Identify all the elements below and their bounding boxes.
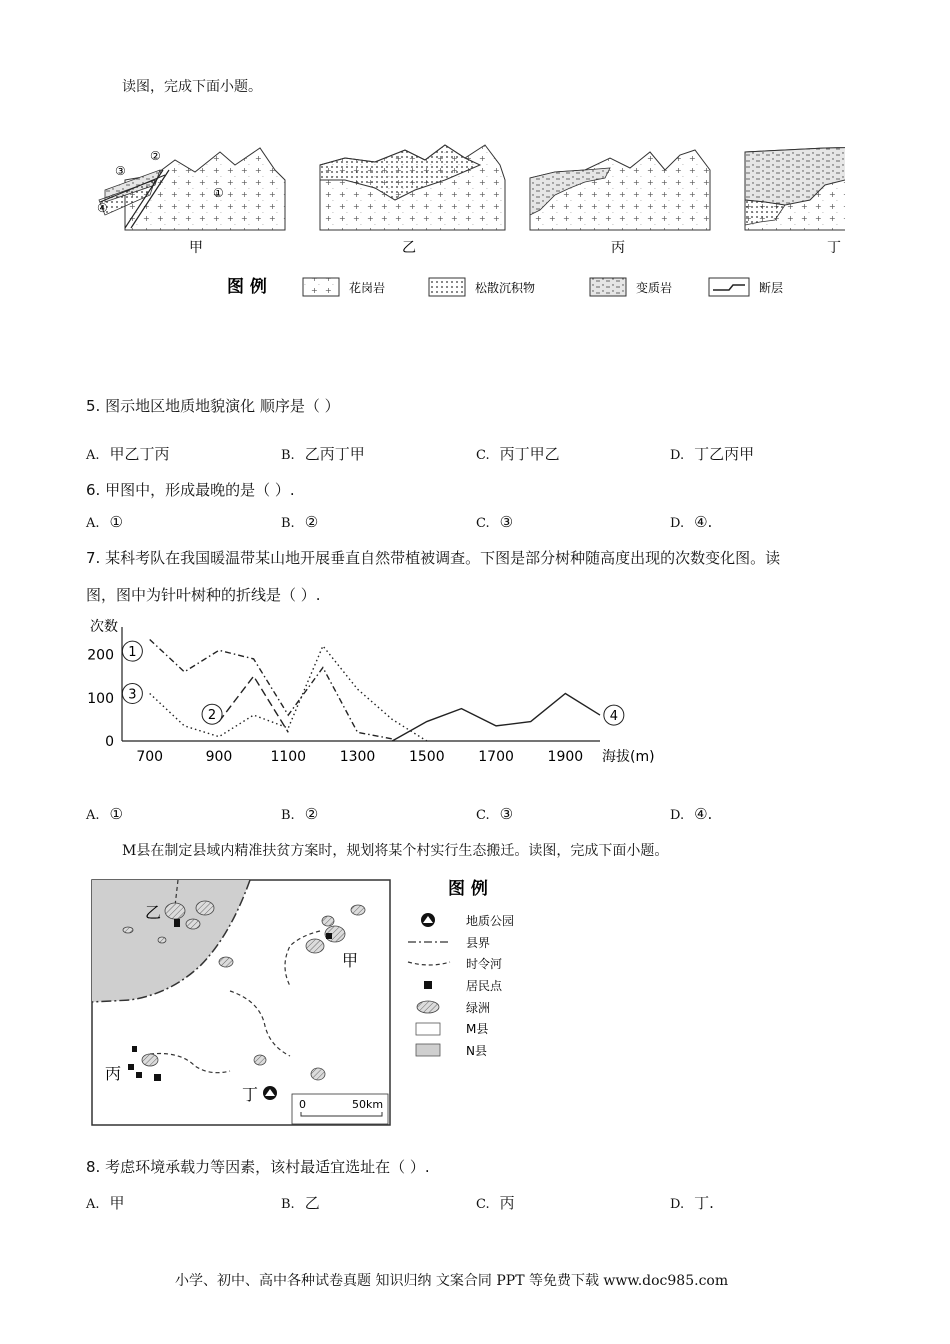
q8-option-b[interactable]: B. 乙 [281,1194,320,1212]
x-axis-label: 海拔(m) [602,749,655,765]
map-legend-1: 县界 [466,936,491,950]
q5-option-a[interactable]: A. 甲乙丁丙 [86,445,170,463]
series-label: 1 [128,645,137,661]
panel-label-ding: 丁 [827,240,841,256]
x-tick-label: 1900 [547,749,584,765]
x-tick-label: 1700 [478,749,514,765]
y-tick-label: 0 [105,734,114,750]
series-line [392,693,600,741]
scale-label: 50km [352,1098,384,1111]
map-legend-4: 绿洲 [466,1001,491,1015]
q7-option-c[interactable]: C. ③ [476,805,514,823]
legend-title-2: 图 例 [448,879,488,899]
legend-meta: 变质岩 [636,281,673,295]
y-axis-label: 次数 [90,619,118,635]
panel-label-bing: 丙 [611,240,625,256]
q7-option-d[interactable]: D. ④. [670,805,713,823]
q5-option-d[interactable]: D. 丁乙丙甲 [670,445,755,463]
altitude-chart [80,615,660,775]
y-tick-label: 200 [87,647,114,664]
legend-fault: 断层 [759,281,784,295]
q8-option-a[interactable]: A. 甲 [86,1194,125,1212]
x-tick-label: 900 [205,749,233,765]
panel-label-yi: 乙 [402,240,416,256]
map-place-bing: 丙 [105,1064,122,1083]
q6-option-a[interactable]: A. ① [86,513,123,531]
q6-option-b[interactable]: B. ② [281,513,319,531]
y-tick-label: 100 [87,690,114,707]
marker-4: ④ [97,201,108,215]
footer-text[interactable]: 小学、初中、高中各种试卷真题 知识归纳 文案合同 PPT 等免费下载 www.doc985.com [175,1273,729,1289]
q5-option-c[interactable]: C. 丙丁甲乙 [476,445,560,463]
section-ding [745,146,845,230]
map-place-jia: 甲 [342,951,359,970]
intro-text-1: 读图，完成下面小题。 [122,79,262,95]
series-line [150,639,392,738]
x-tick-label: 1100 [270,749,307,765]
section-bing [530,150,710,230]
map-legend-3: 居民点 [466,979,503,993]
geology-figure [85,140,845,310]
series-label: 3 [128,687,137,703]
q7-option-a[interactable]: A. ① [86,805,123,823]
q7-option-b[interactable]: B. ② [281,805,319,823]
q6-option-c[interactable]: C. ③ [476,513,514,531]
series-label: 2 [207,708,217,724]
legend-granite: 花岗岩 [349,281,386,295]
x-tick-label: 700 [136,749,164,765]
x-tick-label: 1500 [408,749,445,765]
q8-option-d[interactable]: D. 丁. [670,1194,714,1212]
map-legend-0: 地质公园 [466,914,515,928]
county-map [90,876,540,1128]
x-tick-label: 1300 [339,749,376,765]
series-line [150,646,427,741]
legend-sediment: 松散沉积物 [475,281,536,295]
series-line [219,676,288,732]
marker-3: ③ [115,164,126,178]
q6-stem: 6. 甲图中，形成最晚的是（ ）. [86,481,295,499]
section-yi [320,145,505,230]
map-legend-6: N县 [466,1044,487,1058]
marker-1: ① [213,186,224,200]
q5-stem: 5. 图示地区地质地貌演化 顺序是（ ） [86,397,340,415]
q8-stem: 8. 考虑环境承载力等因素，该村最适宜选址在（ ）. [86,1158,430,1176]
map-legend-5: M县 [466,1022,489,1036]
section-jia [97,148,285,230]
q8-option-c[interactable]: C. 丙 [476,1194,515,1212]
intro-text-2: M县在制定县域内精准扶贫方案时，规划将某个村实行生态搬迁。读图，完成下面小题。 [122,843,669,859]
q7-stem-line2: 图，图中为针叶树种的折线是（ ）. [86,586,321,604]
map-place-ding: 丁 [242,1085,259,1104]
map-place-yi: 乙 [145,903,162,922]
series-label: 4 [609,709,618,725]
q6-option-d[interactable]: D. ④. [670,513,713,531]
legend-title-1: 图 例 [227,277,267,297]
marker-2: ② [150,149,161,163]
q7-stem-line1: 7. 某科考队在我国暖温带某山地开展垂直自然带植被调查。下图是部分树种随高度出现的次数变化图。读 [86,549,781,567]
q5-option-b[interactable]: B. 乙丙丁甲 [281,445,365,463]
scale-zero: 0 [299,1098,306,1111]
map-legend-2: 时令河 [466,957,503,971]
panel-label-jia: 甲 [189,240,203,256]
